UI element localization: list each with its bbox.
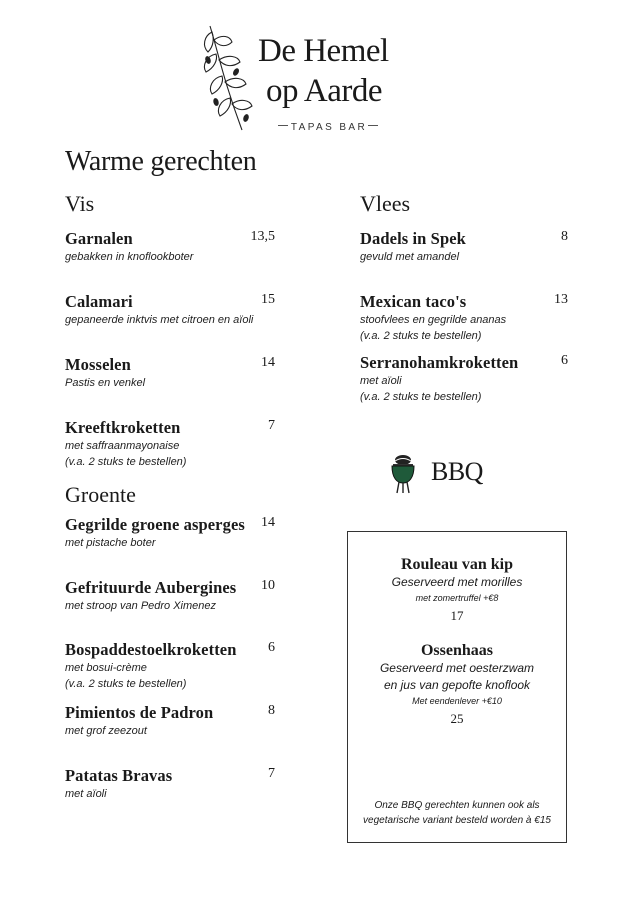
item-price: 14 [261,355,275,370]
item-desc: gevuld met amandel [360,251,460,263]
menu-item [65,640,275,692]
logo-tagline: TAPAS BAR [290,122,368,133]
grill-icon [390,452,416,494]
item-price: 10 [261,578,275,593]
item-price: 6 [561,353,568,368]
logo-tagline-row [272,115,384,133]
menu-item [65,418,275,470]
bbq-item [348,556,566,624]
item-desc: (v.a. 2 stuks te bestellen) [360,391,482,403]
item-desc: (v.a. 2 stuks te bestellen) [65,678,187,690]
bbq-item [348,642,566,727]
item-desc: met saffraanmayonaise [65,440,180,452]
item-desc: met aïoli [65,788,107,800]
logo [200,22,400,137]
bbq-header [390,452,510,496]
item-desc: (v.a. 2 stuks te bestellen) [360,330,482,342]
item-name: Gefrituurde Aubergines [65,578,237,597]
item-price: 7 [268,766,275,781]
item-desc: (v.a. 2 stuks te bestellen) [65,456,187,468]
item-price: 13 [554,292,568,307]
item-price: 6 [268,640,275,655]
item-desc: Geserveerd met morilles [391,575,523,589]
item-extra: Met eendenlever +€10 [412,696,502,706]
item-desc: met grof zeezout [65,725,147,737]
item-name: Serranohamkroketten [360,353,519,372]
menu-item [65,292,275,328]
item-extra: met zomertruffel +€8 [415,593,499,603]
item-price: 13,5 [250,229,275,244]
bbq-note [348,798,566,828]
item-price: 8 [561,229,568,244]
category-title-vlees: Vlees [360,191,411,216]
category-title-vis: Vis [65,191,95,216]
item-price: 7 [268,418,275,433]
bbq-note-line: vegetarische variant besteld worden à €15 [363,815,551,826]
logo-line-1: De Hemel [258,33,389,69]
item-name: Kreeftkroketten [65,418,181,437]
bbq-menu-box [347,531,567,843]
item-desc: met bosui-crème [65,662,147,674]
section-title: Warme gerechten [65,146,257,177]
menu-item [65,229,275,265]
menu-item [360,229,570,265]
item-name: Dadels in Spek [360,229,466,248]
item-name: Bospaddestoelkroketten [65,640,237,659]
item-name: Garnalen [65,229,133,248]
olive-branch-icon [200,22,256,134]
logo-line-2: op Aarde [266,73,383,109]
item-name: Ossenhaas [420,642,494,659]
item-desc: met stroop van Pedro Ximenez [65,600,217,612]
item-name: Mexican taco's [360,292,467,311]
item-price: 25 [450,711,464,726]
menu-item [65,766,275,802]
item-name: Mosselen [65,355,131,374]
menu-item [65,515,275,551]
menu-item [360,292,570,344]
item-name: Gegrilde groene asperges [65,515,245,534]
menu-item [65,578,275,614]
bbq-note-line: Onze BBQ gerechten kunnen ook als [374,800,540,811]
item-price: 8 [268,703,275,718]
menu-item [65,355,275,391]
menu-item [360,353,570,405]
item-desc: gepaneerde inktvis met citroen en aïoli [65,314,254,326]
item-price: 14 [261,515,275,530]
item-desc: met pistache boter [65,537,156,549]
item-price: 15 [261,292,275,307]
category-title-groente: Groente [65,482,136,507]
item-name: Rouleau van kip [400,556,514,573]
menu-item [65,703,275,739]
item-desc: met aïoli [360,375,402,387]
bbq-title: BBQ [431,457,483,486]
item-price: 17 [450,608,464,623]
item-desc: gebakken in knoflookboter [65,251,194,263]
item-desc: en jus van gepofte knoflook [383,678,531,692]
item-desc: Geserveerd met oesterzwam [379,661,535,675]
item-desc: Pastis en venkel [65,377,146,389]
item-name: Pimientos de Padron [65,703,214,722]
item-name: Patatas Bravas [65,766,173,785]
item-desc: stoofvlees en gegrilde ananas [360,314,507,326]
item-name: Calamari [65,292,133,311]
